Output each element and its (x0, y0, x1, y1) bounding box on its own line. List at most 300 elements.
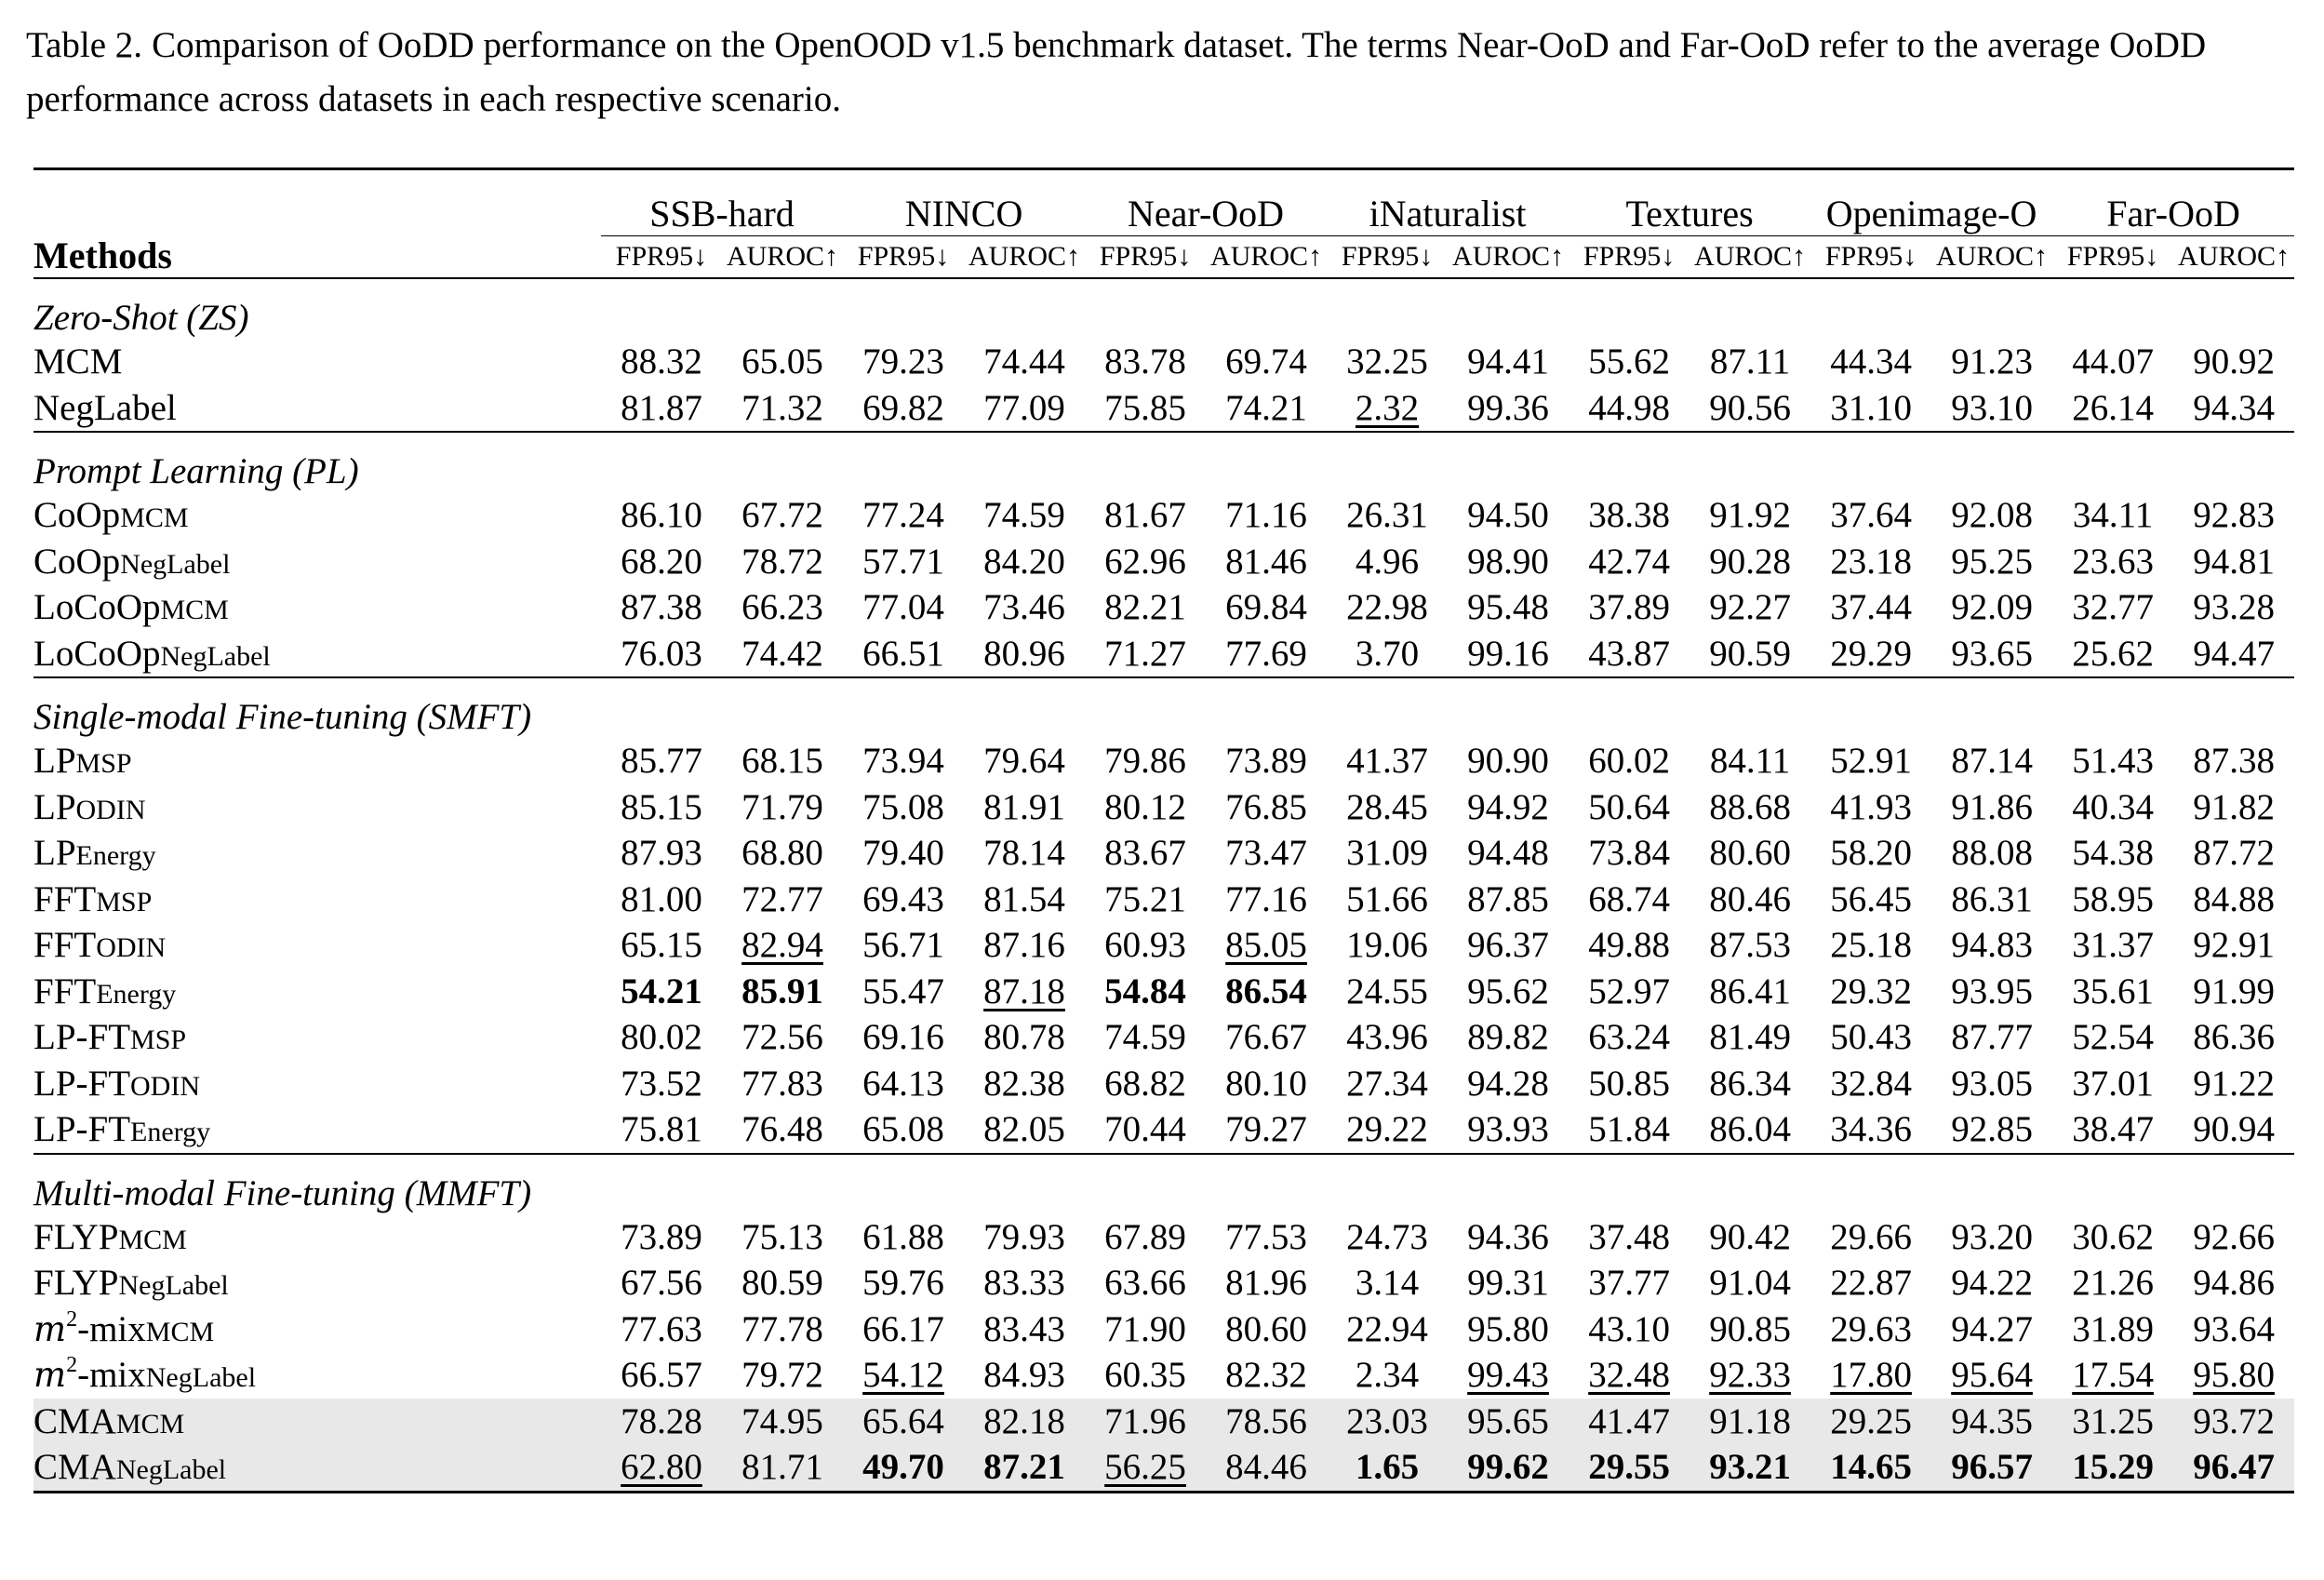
method-name-base: FLYP (33, 1263, 119, 1304)
cell-value: 66.23 (741, 587, 823, 628)
cell-value: 86.04 (1709, 1109, 1791, 1150)
table-cell (1448, 492, 1569, 539)
cell-value: 56.71 (862, 925, 944, 966)
cell-value: 41.93 (1830, 786, 1912, 827)
cell-value: 38.38 (1588, 495, 1670, 536)
metric-header-fpr: FPR95↓ (1085, 236, 1206, 279)
cell-value: 96.57 (1951, 1447, 2033, 1488)
cell-value: 92.08 (1951, 495, 2033, 536)
cell-value: 26.31 (1346, 495, 1428, 536)
dataset-header: Textures (1625, 193, 1754, 234)
cell-value: 83.67 (1104, 833, 1186, 874)
table-cell (1327, 631, 1448, 678)
method-name-rest: -mix (77, 1355, 146, 1396)
table-cell (1448, 969, 1569, 1015)
cell-value: 61.88 (862, 1216, 944, 1257)
cell-value: 69.82 (862, 387, 944, 428)
table-cell (722, 1306, 843, 1353)
table-cell (1569, 631, 1690, 678)
table-cell (964, 1106, 1085, 1154)
method-name-superscript: 2 (66, 1306, 78, 1332)
cell-value: 88.68 (1709, 786, 1791, 827)
table-cell (722, 539, 843, 585)
cell-value: 87.14 (1951, 741, 2033, 782)
cell-value: 81.49 (1709, 1017, 1791, 1058)
table-cell (964, 584, 1085, 631)
table-cell (1690, 830, 1810, 877)
table-cell (1569, 1260, 1690, 1306)
table-cell (964, 1399, 1085, 1445)
table-cell (2173, 1399, 2294, 1445)
table-cell (1810, 385, 1931, 433)
table-cell (1085, 1061, 1206, 1107)
table-cell (1327, 1014, 1448, 1061)
dataset-header: Far-OoD (2106, 193, 2240, 234)
table-cell (1085, 492, 1206, 539)
table-row (33, 830, 2294, 877)
cell-value: 77.04 (862, 587, 944, 628)
table-cell (2173, 1014, 2294, 1061)
cell-value: 82.38 (983, 1063, 1065, 1104)
table-cell (1569, 1061, 1690, 1107)
cell-value: 87.38 (621, 587, 702, 628)
table-cell (843, 1444, 964, 1492)
table-cell (2052, 539, 2173, 585)
table-cell (843, 969, 964, 1015)
method-name-base: LoCoOp (33, 587, 161, 628)
table-cell (722, 969, 843, 1015)
cell-value: 90.59 (1709, 633, 1791, 674)
table-cell (964, 969, 1085, 1015)
cell-value: 94.48 (1467, 833, 1549, 874)
table-cell (1569, 738, 1690, 784)
cell-value: 80.60 (1225, 1308, 1307, 1349)
method-name-variant: MCM (115, 1408, 185, 1439)
table-cell (1931, 1260, 2052, 1306)
table-cell (1327, 1306, 1448, 1353)
method-name-rest: -mix (77, 1308, 146, 1349)
cell-value: 69.43 (862, 878, 944, 919)
table-cell (1448, 339, 1569, 385)
table-cell (1810, 1260, 1931, 1306)
method-name-variant: ODIN (75, 794, 146, 825)
table-cell (601, 1399, 722, 1445)
dataset-header: iNaturalist (1369, 193, 1527, 234)
cell-value: 41.37 (1346, 741, 1428, 782)
table-cell (1085, 1352, 1206, 1399)
method-name (33, 922, 601, 969)
table-row (33, 969, 2294, 1015)
cell-value: 91.04 (1709, 1263, 1791, 1304)
table-row (33, 784, 2294, 831)
method-name (33, 1352, 601, 1399)
cell-value: 93.72 (2193, 1400, 2275, 1441)
table-cell (1690, 969, 1810, 1015)
cell-value: 81.87 (621, 387, 702, 428)
cell-value: 37.44 (1830, 587, 1912, 628)
cell-value: 77.53 (1225, 1216, 1307, 1257)
table-cell (2052, 1260, 2173, 1306)
cell-value: 82.18 (983, 1400, 1065, 1441)
table-cell (2052, 830, 2173, 877)
cell-value: 1.65 (1355, 1447, 1420, 1488)
table-cell (1327, 584, 1448, 631)
table-row (33, 631, 2294, 678)
metric-header-auroc: AUROC↑ (1931, 236, 2052, 279)
table-cell (722, 877, 843, 923)
cell-value: 28.45 (1346, 786, 1428, 827)
table-cell (601, 492, 722, 539)
cell-value: 74.44 (983, 341, 1065, 382)
cell-value: 83.78 (1104, 341, 1186, 382)
cell-value: 73.84 (1588, 833, 1670, 874)
metric-header-fpr: FPR95↓ (1569, 236, 1690, 279)
table-cell (722, 1399, 843, 1445)
table-cell (843, 339, 964, 385)
cell-value: 55.62 (1588, 341, 1670, 382)
cell-value: 62.80 (621, 1447, 702, 1488)
cell-value: 95.62 (1467, 971, 1549, 1011)
table-cell (1569, 1214, 1690, 1261)
cell-value: 67.56 (621, 1263, 702, 1304)
cell-value: 29.29 (1830, 633, 1912, 674)
metric-header-auroc: AUROC↑ (1690, 236, 1810, 279)
table-cell (2052, 877, 2173, 923)
cell-value: 55.47 (862, 971, 944, 1011)
cell-value: 86.31 (1951, 878, 2033, 919)
table-cell (1206, 1014, 1327, 1061)
cell-value: 69.16 (862, 1017, 944, 1058)
table-cell (1085, 584, 1206, 631)
table-cell (1206, 738, 1327, 784)
cell-value: 60.02 (1588, 741, 1670, 782)
cell-value: 94.86 (2193, 1263, 2275, 1304)
cell-value: 43.87 (1588, 633, 1670, 674)
cell-value: 34.11 (2072, 495, 2154, 536)
table-cell (1931, 339, 2052, 385)
method-name-base: LP-FT (33, 1063, 131, 1104)
table-cell (1327, 1061, 1448, 1107)
table-row (33, 1399, 2294, 1445)
table-cell (2173, 1306, 2294, 1353)
method-name (33, 631, 601, 678)
table-cell (964, 1260, 1085, 1306)
cell-value: 31.10 (1830, 387, 1912, 428)
group-title: Multi-modal Fine-tuning (MMFT) (33, 1154, 2294, 1214)
table-cell (1810, 877, 1931, 923)
cell-value: 38.47 (2072, 1109, 2154, 1150)
cell-value: 81.96 (1225, 1263, 1307, 1304)
table-cell (2173, 584, 2294, 631)
dataset-header: Near-OoD (1128, 193, 1285, 234)
table-cell (1206, 1444, 1327, 1492)
cell-value: 84.46 (1225, 1447, 1307, 1488)
cell-value: 32.84 (1830, 1063, 1912, 1104)
cell-value: 71.32 (741, 387, 823, 428)
table-cell (1810, 1352, 1931, 1399)
group-row (33, 432, 2294, 492)
group-title: Single-modal Fine-tuning (SMFT) (33, 677, 2294, 738)
table-cell (1448, 784, 1569, 831)
cell-value: 78.14 (983, 833, 1065, 874)
cell-value: 75.08 (862, 786, 944, 827)
method-name (33, 877, 601, 923)
cell-value: 84.11 (1709, 741, 1791, 782)
cell-value: 84.20 (983, 541, 1065, 582)
cell-value: 52.91 (1830, 741, 1912, 782)
table-row (33, 922, 2294, 969)
table-cell (601, 584, 722, 631)
table-caption (26, 19, 2296, 127)
group-row (33, 278, 2294, 339)
cell-value: 65.64 (862, 1400, 944, 1441)
cell-value: 83.33 (983, 1263, 1065, 1304)
cell-value: 99.16 (1467, 633, 1549, 674)
cell-value: 21.26 (2072, 1263, 2154, 1304)
table-cell (1085, 339, 1206, 385)
table-cell (1810, 969, 1931, 1015)
cell-value: 25.18 (1830, 925, 1912, 966)
cell-value: 49.88 (1588, 925, 1670, 966)
table-cell (843, 631, 964, 678)
table-cell (1085, 922, 1206, 969)
table-cell (1569, 1444, 1690, 1492)
table-cell (964, 1306, 1085, 1353)
metric-header-fpr: FPR95↓ (2052, 236, 2173, 279)
method-name (33, 1260, 601, 1306)
cell-value: 94.34 (2193, 387, 2275, 428)
cell-value: 79.40 (862, 833, 944, 874)
table-cell (1931, 1444, 2052, 1492)
table-cell (2173, 631, 2294, 678)
table-cell (1085, 830, 1206, 877)
table-cell (2052, 492, 2173, 539)
cell-value: 77.09 (983, 387, 1065, 428)
table-cell (1327, 922, 1448, 969)
table-cell (601, 922, 722, 969)
cell-value: 78.56 (1225, 1400, 1307, 1441)
table-cell (1448, 738, 1569, 784)
table-cell (1327, 877, 1448, 923)
cell-value: 80.78 (983, 1017, 1065, 1058)
table-row (33, 1061, 2294, 1107)
cell-value: 79.64 (983, 741, 1065, 782)
table-cell (964, 631, 1085, 678)
cell-value: 69.84 (1225, 587, 1307, 628)
table-cell (1569, 969, 1690, 1015)
cell-value: 94.92 (1467, 786, 1549, 827)
cell-value: 77.69 (1225, 633, 1307, 674)
table-cell (1448, 1352, 1569, 1399)
cell-value: 87.93 (621, 833, 702, 874)
table-cell (1569, 385, 1690, 433)
cell-value: 31.09 (1346, 833, 1428, 874)
table-cell (1206, 1106, 1327, 1154)
method-name-variant: MCM (145, 1316, 215, 1347)
cell-value: 92.85 (1951, 1109, 2033, 1150)
method-name (33, 385, 601, 433)
cell-value: 76.48 (741, 1109, 823, 1150)
cell-value: 24.55 (1346, 971, 1428, 1011)
method-name-variant: ODIN (96, 932, 167, 964)
table-cell (1085, 539, 1206, 585)
cell-value: 75.81 (621, 1109, 702, 1150)
method-name (33, 539, 601, 585)
cell-value: 80.02 (621, 1017, 702, 1058)
cell-value: 2.32 (1355, 387, 1420, 428)
cell-value: 2.34 (1355, 1355, 1420, 1396)
table-cell (2052, 339, 2173, 385)
table-cell (601, 631, 722, 678)
table-cell (2052, 784, 2173, 831)
cell-value: 80.46 (1709, 878, 1791, 919)
table-cell (1569, 492, 1690, 539)
results-table-container (33, 167, 2294, 1493)
table-cell (1690, 1260, 1810, 1306)
table-cell (1206, 385, 1327, 433)
table-cell (1931, 877, 2052, 923)
table-cell (1931, 1014, 2052, 1061)
cell-value: 74.59 (1104, 1017, 1186, 1058)
cell-value: 73.94 (862, 741, 944, 782)
cell-value: 68.74 (1588, 878, 1670, 919)
table-cell (2173, 784, 2294, 831)
cell-value: 94.36 (1467, 1216, 1549, 1257)
cell-value: 93.05 (1951, 1063, 2033, 1104)
cell-value: 81.91 (983, 786, 1065, 827)
table-cell (1085, 784, 1206, 831)
cell-value: 77.78 (741, 1308, 823, 1349)
cell-value: 72.77 (741, 878, 823, 919)
cell-value: 23.63 (2072, 541, 2154, 582)
table-cell (1448, 1061, 1569, 1107)
table-cell (964, 339, 1085, 385)
cell-value: 60.35 (1104, 1355, 1186, 1396)
table-cell (722, 1214, 843, 1261)
table-cell (722, 1061, 843, 1107)
table-cell (2173, 1260, 2294, 1306)
cell-value: 86.41 (1709, 971, 1791, 1011)
cell-value: 86.54 (1225, 971, 1307, 1011)
metric-header-auroc: AUROC↑ (1206, 236, 1327, 279)
table-cell (1931, 738, 2052, 784)
cell-value: 81.71 (741, 1447, 823, 1488)
method-name-base: FFT (33, 971, 97, 1011)
table-row (33, 492, 2294, 539)
table-cell (1327, 784, 1448, 831)
method-name-variant: Energy (75, 840, 156, 872)
table-cell (2052, 631, 2173, 678)
table-cell (1690, 539, 1810, 585)
method-name-base: CMA (33, 1447, 116, 1488)
cell-value: 71.79 (741, 786, 823, 827)
table-cell (1448, 631, 1569, 678)
cell-value: 84.88 (2193, 878, 2275, 919)
cell-value: 90.85 (1709, 1308, 1791, 1349)
cell-value: 77.63 (621, 1308, 702, 1349)
table-row (33, 539, 2294, 585)
table-cell (1327, 830, 1448, 877)
method-name-variant: NegLabel (120, 548, 231, 580)
cell-value: 19.06 (1346, 925, 1428, 966)
cell-value: 80.59 (741, 1263, 823, 1304)
cell-value: 79.27 (1225, 1109, 1307, 1150)
cell-value: 27.34 (1346, 1063, 1428, 1104)
table-cell (1690, 1214, 1810, 1261)
table-cell (1448, 830, 1569, 877)
table-cell (1569, 584, 1690, 631)
table-cell (2173, 738, 2294, 784)
cell-value: 74.42 (741, 633, 823, 674)
table-cell (1206, 584, 1327, 631)
method-name-base: FLYP (33, 1216, 119, 1257)
cell-value: 87.53 (1709, 925, 1791, 966)
table-cell (1810, 784, 1931, 831)
method-name-italic: m (33, 1355, 67, 1396)
cell-value: 37.01 (2072, 1063, 2154, 1104)
table-cell (2052, 385, 2173, 433)
cell-value: 92.66 (2193, 1216, 2275, 1257)
table-cell (601, 1352, 722, 1399)
cell-value: 71.27 (1104, 633, 1186, 674)
cell-value: 23.18 (1830, 541, 1912, 582)
table-cell (2052, 1399, 2173, 1445)
method-name (33, 1399, 601, 1445)
table-cell (1690, 1061, 1810, 1107)
cell-value: 14.65 (1830, 1447, 1912, 1488)
cell-value: 29.66 (1830, 1216, 1912, 1257)
table-cell (2052, 1061, 2173, 1107)
table-cell (1569, 784, 1690, 831)
table-cell (1931, 922, 2052, 969)
method-name-variant: MSP (96, 886, 153, 917)
cell-value: 52.97 (1588, 971, 1670, 1011)
table-cell (1690, 584, 1810, 631)
cell-value: 3.14 (1355, 1263, 1420, 1304)
cell-value: 68.20 (621, 541, 702, 582)
table-cell (1206, 1352, 1327, 1399)
table-cell (601, 1444, 722, 1492)
cell-value: 52.54 (2072, 1017, 2154, 1058)
method-name-base: LP-FT (33, 1017, 131, 1058)
table-cell (843, 1061, 964, 1107)
table-cell (722, 339, 843, 385)
cell-value: 72.56 (741, 1017, 823, 1058)
cell-value: 88.32 (621, 341, 702, 382)
cell-value: 65.08 (862, 1109, 944, 1150)
table-cell (964, 1352, 1085, 1399)
table-cell (1569, 1306, 1690, 1353)
cell-value: 91.22 (2193, 1063, 2275, 1104)
table-cell (1569, 922, 1690, 969)
table-cell (2173, 1444, 2294, 1492)
cell-value: 95.65 (1467, 1400, 1549, 1441)
cell-value: 90.56 (1709, 387, 1791, 428)
table-cell (1931, 1352, 2052, 1399)
cell-value: 94.83 (1951, 925, 2033, 966)
table-cell (1810, 830, 1931, 877)
table-cell (2173, 1352, 2294, 1399)
table-cell (1206, 1306, 1327, 1353)
caption-label: Table 2. (26, 25, 143, 65)
cell-value: 93.64 (2193, 1308, 2275, 1349)
table-cell (1448, 1444, 1569, 1492)
method-name (33, 1306, 601, 1353)
table-cell (1206, 339, 1327, 385)
cell-value: 87.38 (2193, 741, 2275, 782)
table-cell (1569, 1014, 1690, 1061)
cell-value: 50.43 (1830, 1017, 1912, 1058)
